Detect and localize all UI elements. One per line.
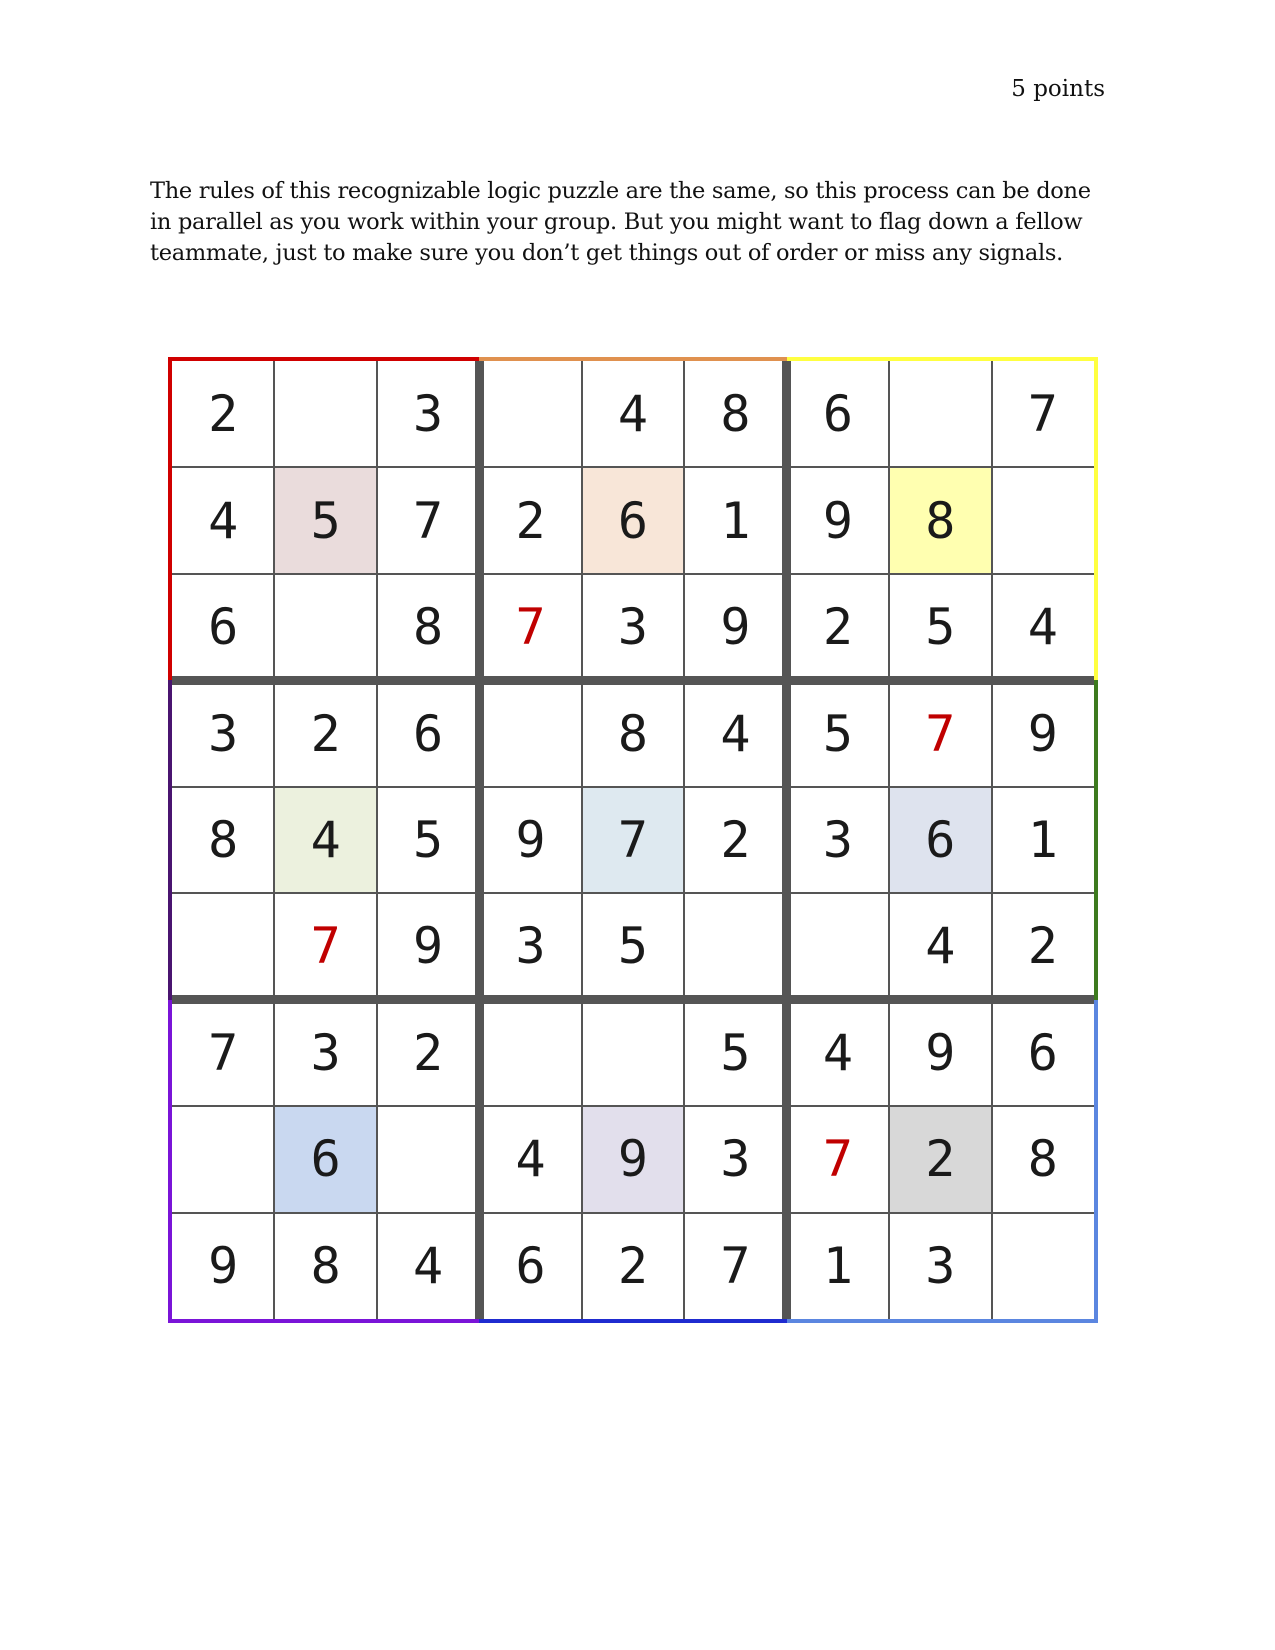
border-segment-right	[1094, 1000, 1098, 1319]
grid-cell: 3	[413, 385, 444, 444]
grid-cell: 2	[515, 491, 546, 550]
grid-cell: 3	[617, 598, 649, 657]
grid-cell: 7	[720, 1236, 751, 1295]
grid-cell: 5	[413, 810, 444, 869]
grid-cell: 8	[1027, 1130, 1058, 1189]
grid-cell: 7	[208, 1023, 239, 1082]
grid-line	[172, 466, 1094, 468]
grid-cell	[889, 361, 991, 467]
grid-cell: 5	[274, 467, 376, 573]
grid-cell: 4	[208, 491, 239, 550]
box-divider	[475, 361, 484, 1319]
grid-line	[172, 573, 1094, 575]
grid-cell: 4	[413, 1236, 444, 1295]
border-segment-left	[168, 680, 172, 999]
grid-cell: 9	[925, 1023, 956, 1082]
grid-cell: 9	[582, 1106, 684, 1212]
grid-cell	[274, 361, 376, 467]
border-segment-top	[479, 357, 786, 361]
grid-cell: 3	[720, 1130, 751, 1189]
grid-cell: 2	[310, 704, 341, 763]
grid-cell: 9	[822, 491, 853, 550]
grid-cell: 1	[720, 491, 751, 550]
grid-line	[888, 361, 890, 1319]
grid-cell: 8	[617, 704, 649, 763]
grid-cell: 8	[889, 467, 991, 573]
grid-cell	[479, 680, 581, 786]
grid-cell: 2	[889, 1106, 991, 1212]
grid-cell	[582, 1000, 684, 1106]
grid-line	[172, 786, 1094, 788]
border-segment-right	[1094, 680, 1098, 999]
grid-cell: 4	[720, 704, 751, 763]
grid-cell: 5	[822, 704, 853, 763]
grid-cell	[274, 574, 376, 680]
border-segment-bottom	[168, 1319, 479, 1323]
border-segment-bottom	[787, 1319, 1098, 1323]
grid-cell: 7	[1027, 385, 1058, 444]
points-label: 5 points	[1011, 76, 1105, 102]
grid-cell: 9	[515, 810, 546, 869]
grid-cell	[992, 1213, 1094, 1319]
border-segment-top	[168, 357, 479, 361]
grid-cell: 2	[720, 810, 751, 869]
grid-line	[172, 1105, 1094, 1107]
border-segment-bottom	[479, 1319, 786, 1323]
grid-cell: 9	[720, 598, 751, 657]
grid-cell: 3	[925, 1236, 956, 1295]
grid-cell	[479, 1000, 581, 1106]
grid-cell: 6	[413, 704, 444, 763]
grid-cell: 7	[582, 787, 684, 893]
intro-paragraph: The rules of this recognizable logic puzzle are the same, so this process can be done in parallel as you work within your group. But you might want to flag down a fellow teammate, just to make sure you don’t get things out of order or miss any signals.	[150, 178, 1091, 266]
grid-cell: 6	[822, 385, 853, 444]
border-segment-left	[168, 361, 172, 680]
box-divider	[782, 361, 791, 1319]
grid-cell	[992, 467, 1094, 573]
grid-line	[376, 361, 378, 1319]
grid-cell: 5	[720, 1023, 751, 1082]
grid-line	[991, 361, 993, 1319]
grid-cell: 2	[617, 1236, 649, 1295]
grid-cell: 5	[925, 598, 956, 657]
grid-cell: 9	[208, 1236, 239, 1295]
grid-cell: 4	[274, 787, 376, 893]
grid-cell: 8	[208, 810, 239, 869]
grid-cell: 7	[413, 491, 444, 550]
grid-cell: 3	[208, 704, 239, 763]
grid-cell: 2	[1027, 917, 1058, 976]
grid-cell: 2	[208, 385, 239, 444]
grid-cell: 1	[822, 1236, 853, 1295]
grid-line	[273, 361, 275, 1319]
grid-cell: 6	[889, 787, 991, 893]
grid-cell	[684, 893, 786, 999]
grid-cell	[172, 1106, 274, 1212]
grid-cell: 1	[1027, 810, 1058, 869]
border-segment-right	[1094, 361, 1098, 680]
grid-line	[581, 361, 583, 1319]
grid-cell: 7	[515, 598, 546, 657]
grid-cell: 4	[925, 917, 956, 976]
grid-cell	[172, 893, 274, 999]
grid-cell	[787, 893, 889, 999]
border-segment-top	[787, 357, 1098, 361]
box-divider	[172, 676, 1094, 685]
grid-cell: 2	[822, 598, 853, 657]
grid-cell: 3	[822, 810, 853, 869]
grid-cell: 3	[310, 1023, 341, 1082]
grid-line	[172, 1212, 1094, 1214]
grid-cell: 9	[1027, 704, 1058, 763]
grid-cell: 6	[515, 1236, 546, 1295]
grid-cell: 8	[310, 1236, 341, 1295]
grid-cell: 9	[413, 917, 444, 976]
grid-cell: 6	[1027, 1023, 1058, 1082]
grid-cell: 8	[720, 385, 751, 444]
grid-cell: 7	[925, 704, 956, 763]
grid-cell: 5	[617, 917, 649, 976]
grid-cell: 2	[413, 1023, 444, 1082]
grid-cell: 8	[413, 598, 444, 657]
grid-cell: 6	[208, 598, 239, 657]
grid-cell: 7	[822, 1130, 853, 1189]
grid-cell: 4	[617, 385, 649, 444]
grid-cell	[377, 1106, 479, 1212]
grid-cell: 4	[822, 1023, 853, 1082]
grid-line	[683, 361, 685, 1319]
grid-cell: 6	[582, 467, 684, 573]
grid-cell: 4	[1027, 598, 1058, 657]
grid-cell: 4	[515, 1130, 546, 1189]
box-divider	[172, 995, 1094, 1004]
sudoku-grid	[172, 361, 1094, 1319]
grid-cell	[479, 361, 581, 467]
grid-line	[172, 892, 1094, 894]
grid-cell: 7	[310, 917, 341, 976]
border-segment-left	[168, 1000, 172, 1319]
grid-cell: 3	[515, 917, 546, 976]
grid-cell: 6	[274, 1106, 376, 1212]
